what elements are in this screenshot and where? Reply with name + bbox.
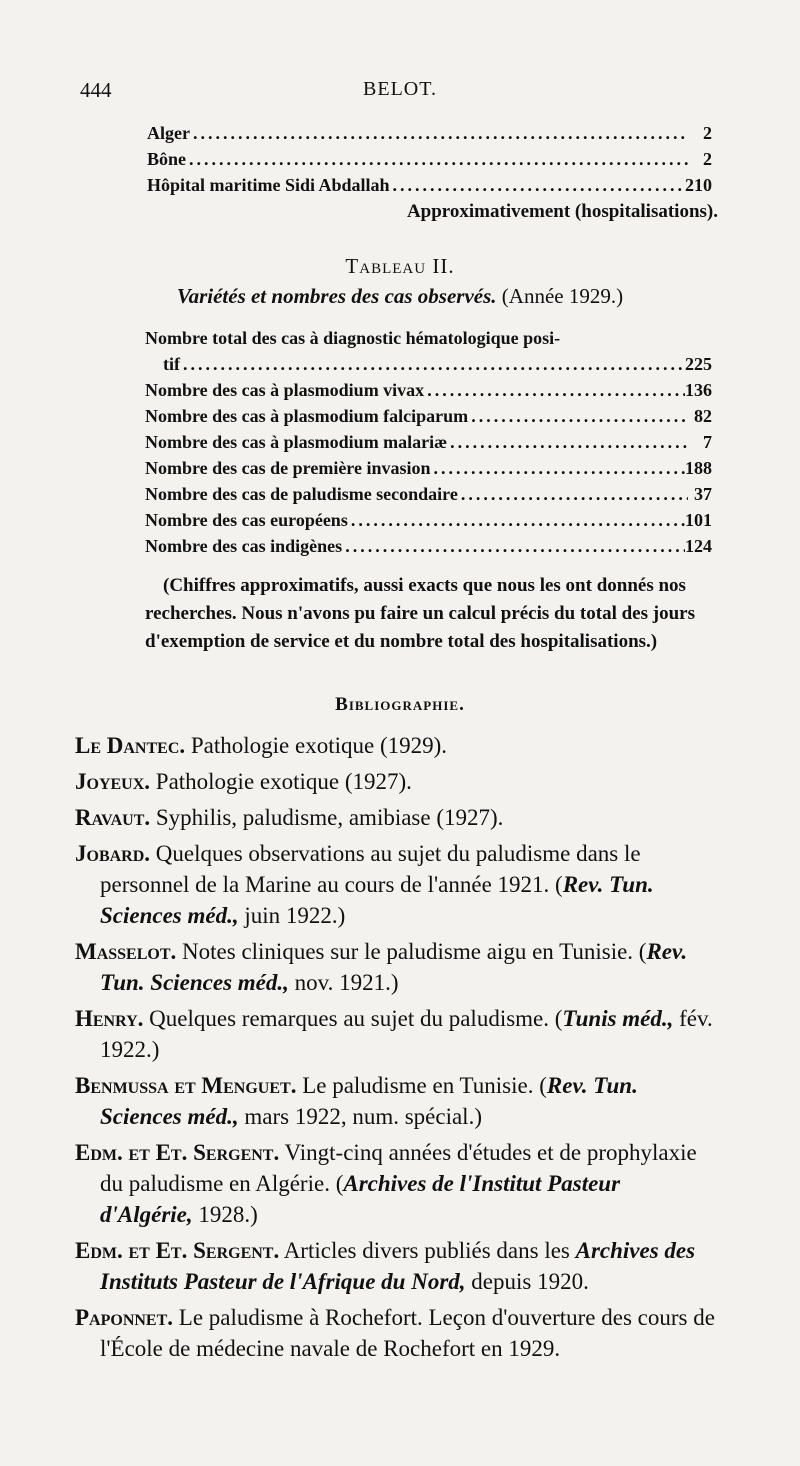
stats-row-label: Nombre des cas à plasmodium falciparum bbox=[145, 406, 469, 426]
stats-row bbox=[145, 533, 712, 559]
dot-leader bbox=[348, 507, 685, 533]
entry-journal: Archives de l'Institut Pasteur d'Algérie, bbox=[100, 1171, 621, 1227]
entry-text: Syphilis, paludisme, amibiase (1927). bbox=[150, 805, 504, 830]
stats-row-value: 101 bbox=[685, 510, 712, 530]
stats-row-label: tif bbox=[163, 354, 180, 374]
list-item bbox=[147, 146, 712, 172]
entry-tail: 1928.) bbox=[192, 1202, 258, 1227]
stats-row-label: Nombre des cas de paludisme secondaire bbox=[145, 484, 458, 504]
bibliography-entry bbox=[75, 1003, 715, 1065]
entry-text: Notes cliniques sur le paludisme aigu en Tunisie. ( bbox=[176, 939, 647, 964]
stats-row-value: 124 bbox=[685, 536, 712, 556]
entry-tail: depuis 1920. bbox=[465, 1269, 589, 1294]
running-title: BELOT. bbox=[363, 78, 437, 100]
entry-journal: Rev. Tun. Sciences méd., bbox=[100, 939, 688, 995]
dot-leader bbox=[190, 120, 688, 146]
entry-author: Masselot. bbox=[75, 939, 177, 964]
stats-row bbox=[145, 429, 712, 455]
entry-journal: Archives des Instituts Pasteur de l'Afrique du Nord, bbox=[100, 1238, 696, 1294]
stats-row bbox=[145, 403, 712, 429]
stats-row bbox=[145, 377, 712, 403]
list-item-label: Hôpital maritime Sidi Abdallah bbox=[147, 175, 390, 195]
dot-leader bbox=[180, 351, 685, 377]
entry-author: Henry. bbox=[75, 1006, 144, 1031]
bibliography-list bbox=[75, 730, 715, 1369]
stats-row-label: Nombre des cas à plasmodium malariæ bbox=[145, 432, 448, 452]
stats-row-label: Nombre des cas à plasmodium vivax bbox=[145, 380, 425, 400]
dot-leader bbox=[186, 146, 688, 172]
list-item-label: Bône bbox=[147, 149, 187, 169]
list-item-value: 2 bbox=[703, 149, 712, 169]
entry-text: Pathologie exotique (1929). bbox=[185, 733, 448, 758]
stats-row-label: Nombre des cas indigènes bbox=[145, 536, 343, 556]
stats-row-value: 136 bbox=[685, 380, 712, 400]
stats-row-label: Nombre des cas de première invasion bbox=[145, 458, 431, 478]
entry-author: Edm. et Et. Sergent. bbox=[75, 1140, 280, 1165]
page-number: 444 bbox=[80, 78, 112, 102]
stats-row-value: 37 bbox=[694, 484, 712, 504]
stats-row-label: Nombre des cas européens bbox=[145, 510, 348, 530]
entry-author: Ravaut. bbox=[75, 805, 151, 830]
entry-journal: Rev. Tun. Sciences méd., bbox=[100, 872, 654, 928]
entry-text: Pathologie exotique (1927). bbox=[150, 769, 412, 794]
bibliography-entry bbox=[75, 1302, 715, 1364]
entry-tail: juin 1922.) bbox=[238, 903, 346, 928]
entry-journal: Tunis méd., bbox=[562, 1006, 674, 1031]
approximation-note: Approximativement (hospitalisations). bbox=[406, 201, 718, 222]
entry-author: Le Dantec. bbox=[75, 733, 186, 758]
bibliography-entry bbox=[75, 1235, 715, 1297]
bibliography-entry bbox=[75, 1070, 715, 1132]
list-item-value: 210 bbox=[685, 175, 712, 195]
stats-row-value: 82 bbox=[694, 406, 712, 426]
stats-row-value: 7 bbox=[703, 432, 712, 452]
bibliography-entry bbox=[75, 1137, 715, 1230]
entry-author: Paponnet. bbox=[75, 1305, 174, 1330]
entry-author: Edm. et Et. Sergent. bbox=[75, 1238, 280, 1263]
dot-leader bbox=[424, 377, 685, 403]
stats-row-value: 188 bbox=[685, 458, 712, 478]
table-title: Tableau II. bbox=[345, 254, 455, 278]
page-header bbox=[80, 78, 720, 108]
entry-text: Articles divers publiés dans les bbox=[279, 1238, 576, 1263]
dot-leader bbox=[458, 481, 688, 507]
dot-leader bbox=[447, 429, 688, 455]
entry-author: Benmussa et Menguet. bbox=[75, 1073, 297, 1098]
table-subtitle-italic: Variétés et nombres des cas observés. bbox=[176, 284, 497, 308]
bibliography-entry bbox=[75, 730, 715, 761]
table-subtitle bbox=[0, 284, 800, 309]
bibliography-title: Bibliographie. bbox=[335, 694, 465, 715]
entry-tail: nov. 1921.) bbox=[288, 970, 399, 995]
stats-first-line: Nombre total des cas à diagnostic hématologique posi- bbox=[145, 328, 561, 348]
entry-author: Jobard. bbox=[75, 841, 151, 866]
bibliography-entry bbox=[75, 802, 715, 833]
dot-leader bbox=[342, 533, 685, 559]
entry-text: Le paludisme à Rochefort. Leçon d'ouverture des cours de l'École de médecine navale de Rochefort en 1929. bbox=[100, 1305, 715, 1361]
entry-text: Quelques remarques au sujet du paludisme. ( bbox=[143, 1006, 563, 1031]
stats-row bbox=[145, 351, 712, 377]
bibliography-entry bbox=[75, 838, 715, 931]
bibliography-entry bbox=[75, 936, 715, 998]
dot-leader bbox=[468, 403, 688, 429]
entry-text: Quelques observations au sujet du paludisme dans le personnel de la Marine au cours de l'année 1921. ( bbox=[100, 841, 641, 897]
table-note: (Chiffres approximatifs, aussi exacts que nous les ont donnés nos recherches. Nous n'avons pu faire un calcul précis du total des jours d'exemption de service et du nombre total des hospitalisations.) bbox=[145, 575, 695, 652]
list-item-value: 2 bbox=[703, 123, 712, 143]
entry-journal: Rev. Tun. Sciences méd., bbox=[100, 1073, 638, 1129]
table-subtitle-year: (Année 1929.) bbox=[496, 284, 624, 308]
entry-tail: mars 1922, num. spécial.) bbox=[238, 1104, 482, 1129]
entry-text: Vingt-cinq années d'études et de prophylaxie du paludisme en Algérie. ( bbox=[100, 1140, 697, 1196]
list-item-label: Alger bbox=[147, 123, 190, 143]
entry-tail: fév. 1922.) bbox=[100, 1006, 713, 1062]
list-item bbox=[147, 172, 712, 198]
stats-row bbox=[145, 455, 712, 481]
bibliography-entry bbox=[75, 766, 715, 797]
entry-author: Joyeux. bbox=[75, 769, 151, 794]
dot-leader bbox=[431, 455, 686, 481]
stats-table bbox=[145, 325, 712, 559]
hospital-list bbox=[147, 120, 712, 198]
stats-row bbox=[145, 507, 712, 533]
dot-leader bbox=[390, 172, 685, 198]
entry-text: Le paludisme en Tunisie. ( bbox=[296, 1073, 547, 1098]
stats-row-value: 225 bbox=[685, 354, 712, 374]
list-item bbox=[147, 120, 712, 146]
stats-row bbox=[145, 481, 712, 507]
